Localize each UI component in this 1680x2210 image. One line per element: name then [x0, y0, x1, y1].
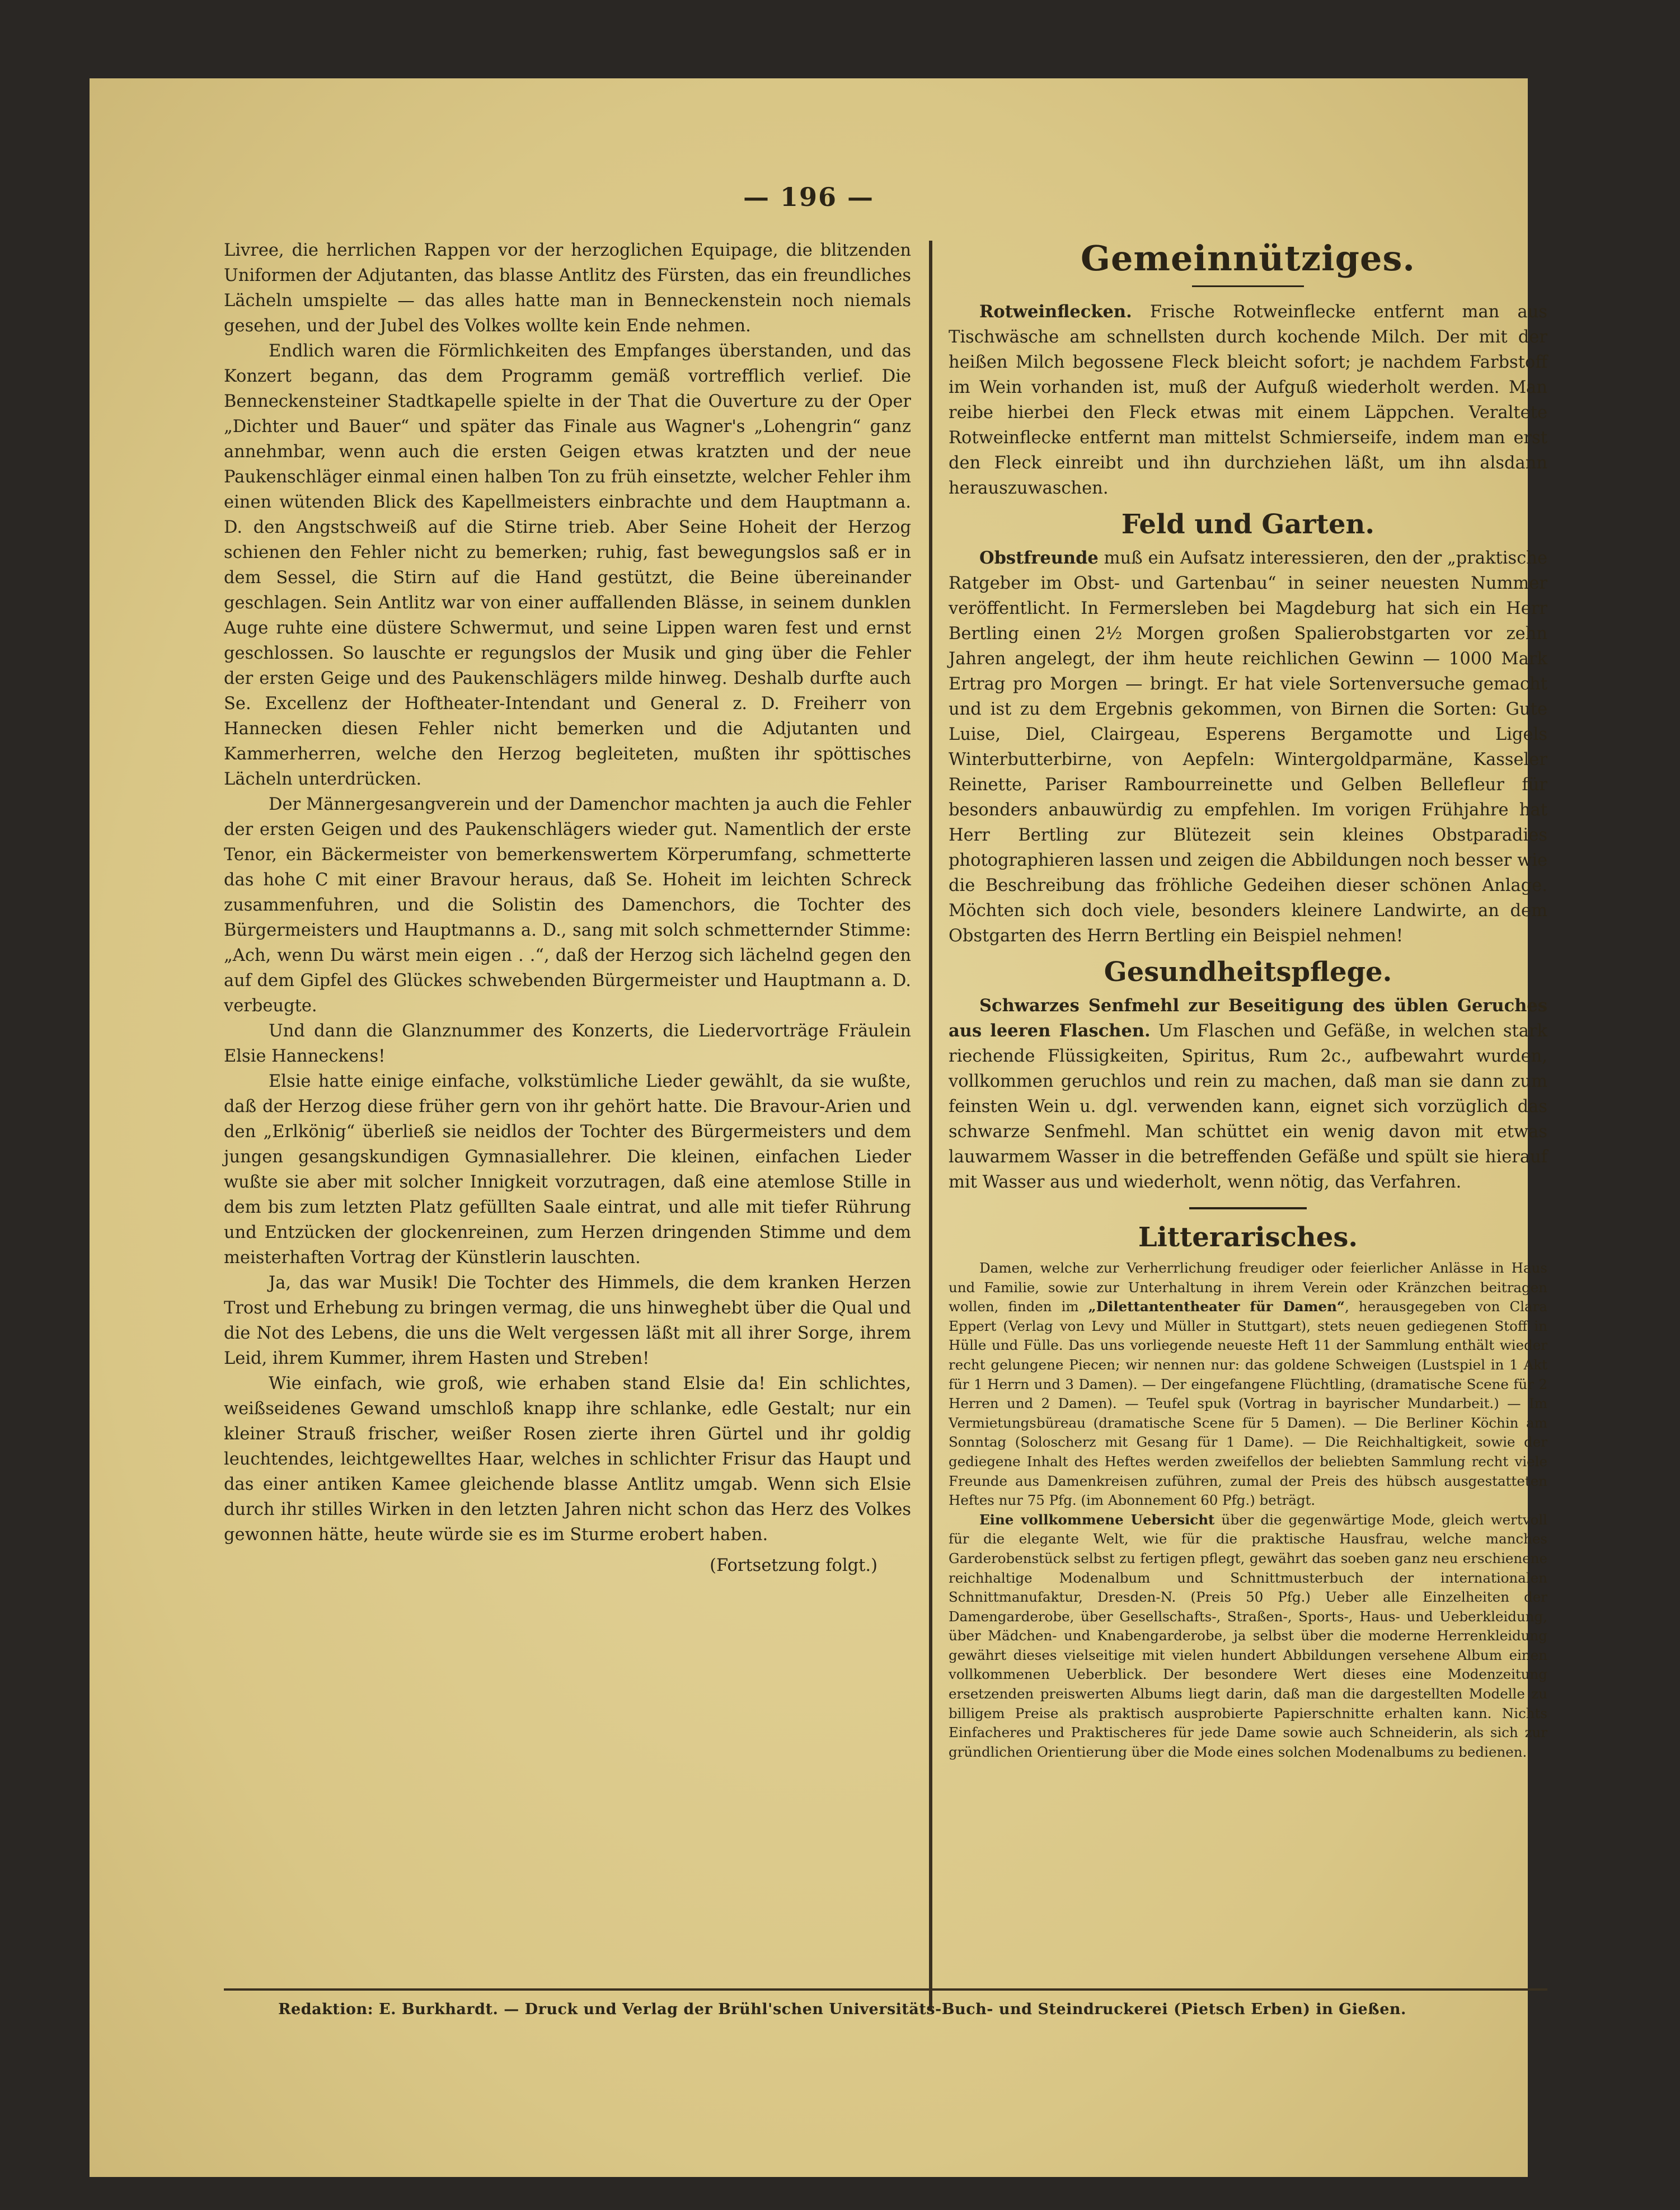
article-obstfreunde: [949, 546, 1547, 949]
article-lead: Rotweinflecken.: [979, 302, 1132, 322]
section-rule: [1189, 1207, 1307, 1209]
story-paragraph: Endlich waren die Förmlichkeiten des Empfanges überstanden, und das Konzert begann, das dem Programm gemäß vortrefflich verlief. Die Benneckensteiner Stadtkapelle spielte in der That die Ouverture zu der Oper „Dichter und Bauer“ und später das Finale aus Wagner's „Lohengrin“ ganz annehmbar, wenn auch die ersten Geigen etwas kratzten und der neue Paukenschläger einmal einen halben Ton zu früh einsetzte, welcher Fehler ihm einen wütenden Blick des Kapellmeisters einbrachte und dem Hauptmann a. D. den Angstschweiß auf die Stirne trieb. Aber Seine Hoheit der Herzog schienen den Fehler nicht zu bemerken; ruhig, fast bewegungslos saß er in dem Sessel, die Stirn auf die Hand gestützt, die Beine übereinander geschlagen. Sein Antlitz war von einer auffallenden Blässe, in seinem dunklen Auge ruhte eine düstere Schwermut, und seine Lippen waren fest und ernst geschlossen. So lauschte er regungslos der Musik und ging über die Fehler der ersten Geige und des Paukenschlägers milde hinweg. Deshalb durfte auch Se. Excellenz der Hoftheater-Intendant und General z. D. Freiherr von Hannecken diesen Fehler nicht bemerken und die Adjutanten und Kammerherren, welche den Herzog begleiteten, mußten ihr spöttisches Lächeln unterdrücken.: [224, 341, 911, 789]
article-rotweinflecken: [949, 299, 1547, 501]
article-lead: Schwarzes Senfmehl zur Beseitigung des üblen Geruches aus leeren Flaschen.: [949, 996, 1547, 1041]
review-text: Damen, welche zur Verherrlichung freudiger oder feierlicher Anlässe in Haus und Familie, sowie zur Unterhaltung in ihrem Verein oder Kränzchen beitragen wollen, finden im: [949, 1260, 1547, 1315]
right-column: [949, 238, 1547, 1762]
review-title: „Dilettantentheater für Damen“: [1088, 1298, 1345, 1315]
left-column: [224, 238, 911, 1578]
title-rule: [1192, 285, 1304, 287]
review-dilettantentheater: [949, 1259, 1547, 1510]
article-lead: Obstfreunde: [979, 548, 1099, 568]
review-text: über die gegenwärtige Mode, gleich wertvoll für die elegante Welt, wie für die praktische Hausfrau, welche manches Garderobenstück selbst zu fertigen pflegt, gewährt das soeben ganz neu erschienene reichhaltige Modenalbum und Schnittmusterbuch der internationalen Schnittmanufaktur, Dresden-N. (Preis 50 Pfg.) Ueber alle Einzelheiten der Damengarderobe, über Gesellschafts-, Straßen-, Sports-, Haus- und Ueberkleidung, über Mädchen- und Knabengarderobe, ja selbst über die moderne Herrenkleidung gewährt dieses vielseitige mit vielen hundert Abbildungen versehene Album einen vollkommenen Ueberblick. Der besondere Wert dieses eine Modenzeitung ersetzenden preiswerten Albums liegt darin, daß man die dargestellten Modelle zu billigem Preise als praktisch ausprobierte Papierschnitte erhalten kann. Nichts Einfacheres und Praktischeres für jede Dame sowie auch Schneiderin, als sich zur gründlichen Orientierung über die Mode eines solchen Modenalbums zu bedienen.: [949, 1511, 1547, 1760]
story-paragraph: Elsie hatte einige einfache, volkstümliche Lieder gewählt, da sie wußte, daß der Herzog diese früher gern von ihr gehört hatte. Die Bravour-Arien und den „Erlkönig“ überließ sie neidlos der Tochter des Bürgermeisters und dem jungen gesangskundigen Gymnasiallehrer. Die kleinen, einfachen Lieder wußte sie aber mit solcher Innigkeit vorzutragen, daß eine atemlose Stille in dem bis zum letzten Platz gefüllten Saale eintrat, und alle mit tiefer Rührung und Entzücken der glockenreinen, zum Herzen dringenden Stimme und dem meisterhaften Vortrag der Künstlerin lauschten.: [224, 1072, 911, 1268]
section-heading-feld-und-garten: Feld und Garten.: [1121, 509, 1375, 540]
page-number: — 196 —: [743, 182, 875, 212]
continuation-note: (Fortsetzung folgt.): [710, 1556, 877, 1575]
column-divider: [929, 241, 932, 2009]
story-paragraph: Der Männergesangverein und der Damenchor machten ja auch die Fehler der ersten Geigen und des Paukenschlägers wieder gut. Namentlich der erste Tenor, ein Bäckermeister von bemerkenswertem Körperumfang, schmetterte das hohe C mit einer Bravour heraus, daß Se. Hoheit im leichten Schreck zusammenfuhren, und die Solistin des Damenchors, die Tochter des Bürgermeisters und Hauptmanns a. D., sang mit solch schmetternder Stimme: „Ach, wenn Du wärst mein eigen . .“, daß der Herzog sich lächelnd gegen den auf dem Gipfel des Glückes schwebenden Bürgermeister und Hauptmann a. D. verbeugte.: [224, 795, 911, 1016]
article-text: Frische Rotweinflecke entfernt man aus Tischwäsche am schnellsten durch kochende Milch. Der mit der heißen Milch begossene Fleck bleicht sofort; je nachdem Farbstoff im Wein vorhanden ist, muß der Aufguß wiederholt werden. Man reibe hierbei den Fleck etwas mit einem Läppchen. Veraltete Rotweinflecke entfernt man mittelst Schmierseife, indem man erst den Fleck einreibt und ihn durchziehen läßt, um ihn alsdann herauszuwaschen.: [949, 302, 1547, 498]
footer-rule: [224, 1988, 1547, 1991]
article-senfmehl: [949, 993, 1547, 1195]
story-paragraph: Livree, die herrlichen Rappen vor der herzoglichen Equipage, die blitzenden Uniformen der Adjutanten, das blasse Antlitz des Fürsten, das ein freundliches Lächeln umspielte — das alles hatte man in Benneckenstein noch niemals gesehen, und der Jubel des Volkes wollte kein Ende nehmen.: [224, 241, 911, 336]
story-paragraph: Ja, das war Musik! Die Tochter des Himmels, die dem kranken Herzen Trost und Erhebung zu bringen vermag, die uns hinweghebt über die Qual und die Not des Lebens, die uns die Welt vergessen läßt mit all ihrer Sorge, ihrem Leid, ihrem Kummer, ihrem Hasten und Streben!: [224, 1273, 911, 1368]
newspaper-page: [90, 78, 1548, 2177]
section-heading-gesundheitspflege: Gesundheitspflege.: [1104, 956, 1392, 988]
story-paragraph: Und dann die Glanznummer des Konzerts, die Liedervorträge Fräulein Elsie Hanneckens!: [224, 1021, 911, 1066]
section-heading-litterarisches: Litterarisches.: [1138, 1222, 1358, 1253]
review-text: , herausgegeben von Clara Eppert (Verlag von Levy und Müller in Stuttgart), stets neuen gediegenen Stoff in Hülle und Fülle. Das uns vorliegende neueste Heft 11 der Sammlung enthält wieder recht gelungene Piecen; wir nennen nur: das goldene Schweigen (Lustspiel in 1 Akt für 1 Herrn und 3 Damen). — Der eingefangene Flüchtling, (dramatische Scene für 2 Herren und 2 Damen). — Teufel spuk (Vortrag in bayrischer Mundarbeit.) — Im Vermietungsbüreau (dramatische Scene für 5 Damen). — Die Berliner Köchin am Sonntag (Soloscherz mit Gesang für 1 Dame). — Die Reichhaltigkeit, sowie der gediegene Inhalt des Heftes werden zweifellos der beliebten Sammlung recht viele Freunde aus Damenkreisen zuführen, zumal der Preis des hübsch ausgestatteten Heftes nur 75 Pfg. (im Abonnement 60 Pfg.) beträgt.: [949, 1298, 1547, 1509]
imprint-line: Redaktion: E. Burkhardt. — Druck und Verlag der Brühl'schen Universitäts-Buch- und Steindruckerei (Pietsch Erben) in Gießen.: [278, 2001, 1406, 2018]
section-title-gemeinnuetziges: Gemeinnütziges.: [1081, 238, 1415, 279]
review-lead: Eine vollkommene Uebersicht: [979, 1511, 1215, 1528]
story-paragraph: Wie einfach, wie groß, wie erhaben stand Elsie da! Ein schlichtes, weißseidenes Gewand umschloß knapp ihre schlanke, edle Gestalt; nur ein kleiner Strauß frischer, weißer Rosen zierte ihren Gürtel und ihr goldig leuchtendes, leichtgewelltes Haar, welches in schlichter Frisur das Haupt und das einer antiken Kamee gleichende blasse Antlitz umgab. Wenn sich Elsie durch ihr stilles Wirken in den letzten Jahren nicht schon das Herz des Volkes gewonnen hätte, heute würde sie es im Sturme erobert haben.: [224, 1374, 911, 1545]
review-modenalbum: [949, 1510, 1547, 1762]
article-text: muß ein Aufsatz interessieren, den der „praktische Ratgeber im Obst- und Gartenbau“ in seiner neuesten Nummer veröffentlicht. In Fermersleben bei Magdeburg hat sich ein Herr Bertling einen 2½ Morgen großen Spalierobstgarten vor zehn Jahren angelegt, der ihm heute reichlichen Gewinn — 1000 Mark Ertrag pro Morgen — bringt. Er hat viele Sortenversuche gemacht und ist zu dem Ergebnis gekommen, von Birnen die Sorten: Gute Luise, Diel, Clairgeau, Esperens Bergamotte und Ligels Winterbutterbirne, von Aepfeln: Wintergoldparmäne, Kasseler Reinette, Pariser Rambourreinette und Gelben Bellefleur für besonders anbauwürdig zu empfehlen. Im vorigen Frühjahre hat Herr Bertling zur Blütezeit sein kleines Obstparadies photographieren lassen und zeigen die Abbildungen noch besser wie die Beschreibung das fröhliche Gedeihen dieser schönen Anlage. Möchten sich doch viele, besonders kleinere Landwirte, an dem Obstgarten des Herrn Bertling ein Beispiel nehmen!: [949, 548, 1547, 946]
article-text: Um Flaschen und Gefäße, in welchen stark riechende Flüssigkeiten, Spiritus, Rum 2c., aufbewahrt wurden, vollkommen geruchlos und rein zu machen, daß man sie dann zum feinsten Wein u. dgl. verwenden kann, eignet sich vorzüglich das schwarze Senfmehl. Man schüttet ein wenig davon mit etwas lauwarmem Wasser in die betreffenden Gefäße und spült sie hierauf mit Wasser aus und wiederholt, wenn nötig, das Verfahren.: [949, 1021, 1548, 1192]
